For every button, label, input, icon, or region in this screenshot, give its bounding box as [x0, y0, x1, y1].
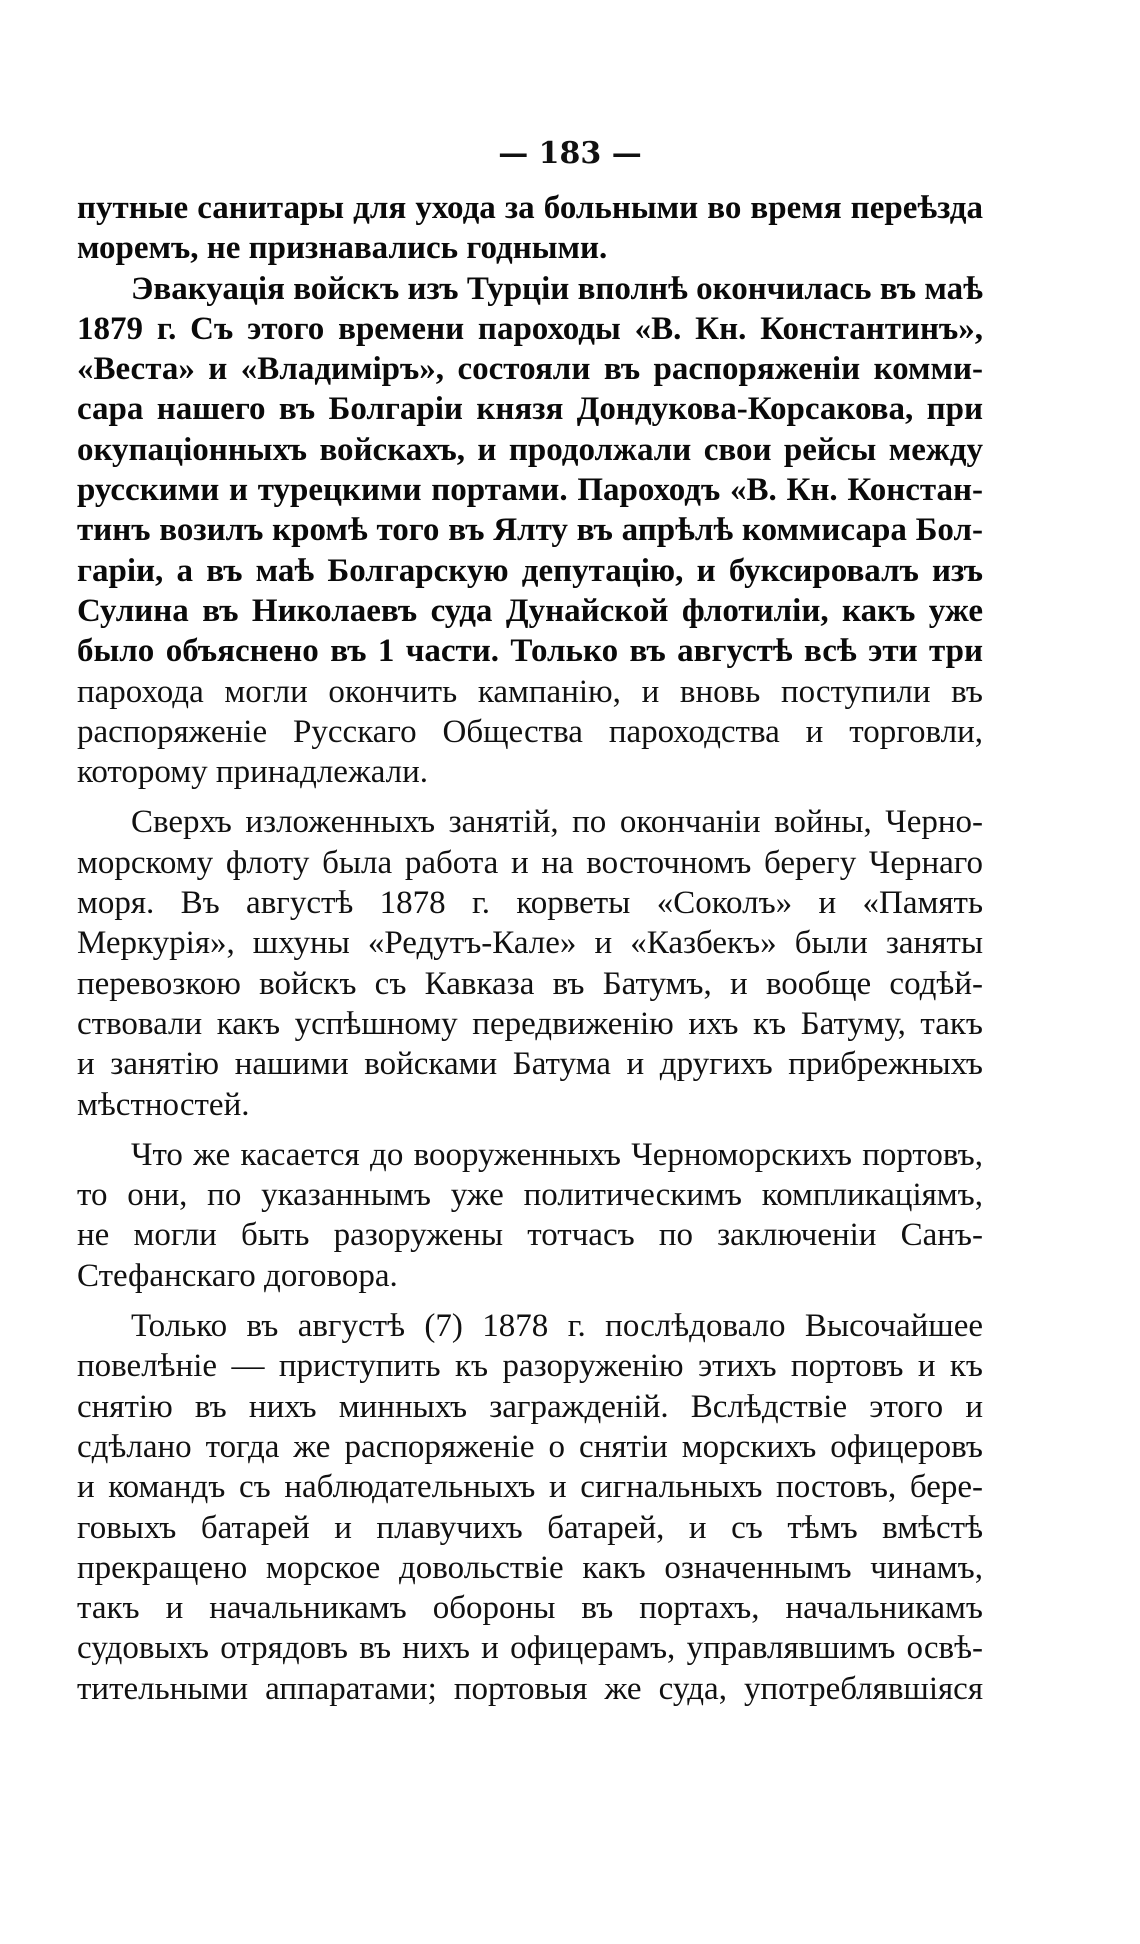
text-line: снятію въ нихъ минныхъ загражденій. Вслѣдствіе этого и	[77, 1388, 983, 1425]
text-line: тинъ возилъ кромѣ того въ Ялту въ апрѣлѣ коммисара Бол-	[77, 512, 983, 549]
text-line: тительными аппаратами; портовыя же суда, употреблявшіяся	[77, 1670, 983, 1707]
text-line: которому принадлежали.	[77, 754, 429, 791]
text-line: прекращено морское довольствіе какъ означеннымъ чинамъ,	[77, 1549, 983, 1586]
text-line: не могли быть разоружены тотчасъ по заключеніи Санъ-	[77, 1217, 983, 1254]
text-line: парохода могли окончить кампанію, и вновь поступили въ	[77, 673, 983, 710]
text-line: окупаціонныхъ войскахъ, и продолжали свои рейсы между	[77, 431, 983, 468]
paragraph-gap	[77, 1125, 983, 1135]
text-line: мѣстностей.	[77, 1086, 250, 1123]
text-line: было объяснено въ 1 части. Только въ августѣ всѣ эти три	[77, 633, 983, 670]
text-line: Эвакуація войскъ изъ Турціи вполнѣ окончилась въ маѣ	[131, 270, 983, 307]
paragraph-disarmament	[77, 1306, 983, 1709]
body-text	[77, 188, 983, 1709]
text-line: перевозкою войскъ съ Кавказа въ Батумъ, и вообще содѣй-	[77, 965, 983, 1002]
page-number: — 183 —	[498, 136, 642, 171]
text-line: Сулина въ Николаевъ суда Дунайской флотиліи, какъ уже	[77, 592, 983, 629]
text-line: морскому флоту была работа и на восточномъ берегу Чернаго	[77, 844, 983, 881]
text-line: русскими и турецкими портами. Пароходъ «В. Кн. Констан-	[77, 472, 983, 509]
text-line: Сверхъ изложенныхъ занятій, по окончаніи войны, Черно-	[131, 804, 983, 841]
text-line: моря. Въ августѣ 1878 г. корветы «Соколъ» и «Память	[77, 885, 983, 922]
text-line: ствовали какъ успѣшному передвиженію ихъ къ Батуму, такъ	[77, 1005, 983, 1042]
text-line: моремъ, не признавались годными.	[77, 230, 608, 267]
paragraph-steamers	[77, 672, 983, 793]
text-line: и командъ съ наблюдательныхъ и сигнальныхъ постовъ, бере-	[77, 1469, 983, 1506]
text-line: 1879 г. Съ этого времени пароходы «В. Кн. Константинъ»,	[77, 310, 983, 347]
text-line: сдѣлано тогда же распоряженіе о снятіи морскихъ офицеровъ	[77, 1428, 983, 1465]
paragraph-gap	[77, 1296, 983, 1306]
text-line: Только въ августѣ (7) 1878 г. послѣдовало Высочайшее	[131, 1308, 983, 1345]
text-line: Меркурія», шхуны «Редутъ-Кале» и «Казбекъ» были заняты	[77, 925, 983, 962]
paragraph-continuation	[77, 188, 983, 269]
text-line: путные санитары для ухода за больными во время переѣзда	[77, 190, 983, 226]
text-line: гаріи, а въ маѣ Болгарскую депутацію, и буксировалъ изъ	[77, 552, 983, 589]
text-line: и занятію нашими войсками Батума и другихъ прибрежныхъ	[77, 1046, 983, 1083]
text-line: такъ и начальникамъ обороны въ портахъ, начальникамъ	[77, 1590, 983, 1627]
text-line: говыхъ батарей и плавучихъ батарей, и съ тѣмъ вмѣстѣ	[77, 1509, 983, 1546]
text-line: судовыхъ отрядовъ въ нихъ и офицерамъ, управлявшимъ освѣ-	[77, 1630, 983, 1667]
text-line: то они, по указаннымъ уже политическимъ компликаціямъ,	[77, 1177, 983, 1214]
paragraph-ports	[77, 1135, 983, 1296]
text-line: «Веста» и «Владиміръ», состояли въ распоряженіи комми-	[77, 351, 983, 388]
paragraph-black-sea-fleet	[77, 802, 983, 1124]
text-line: Стефанскаго договора.	[77, 1257, 398, 1294]
text-line: Что же касается до вооруженныхъ Черноморскихъ портовъ,	[131, 1136, 983, 1173]
text-line: сара нашего въ Болгаріи князя Дондукова-Корсакова, при	[77, 391, 983, 428]
text-line: распоряженіе Русскаго Общества пароходства и торговли,	[77, 713, 983, 750]
text-line: повелѣніе — приступить къ разоруженію этихъ портовъ и къ	[77, 1348, 983, 1385]
paragraph-gap	[77, 792, 983, 802]
paragraph-evacuation	[77, 269, 983, 672]
